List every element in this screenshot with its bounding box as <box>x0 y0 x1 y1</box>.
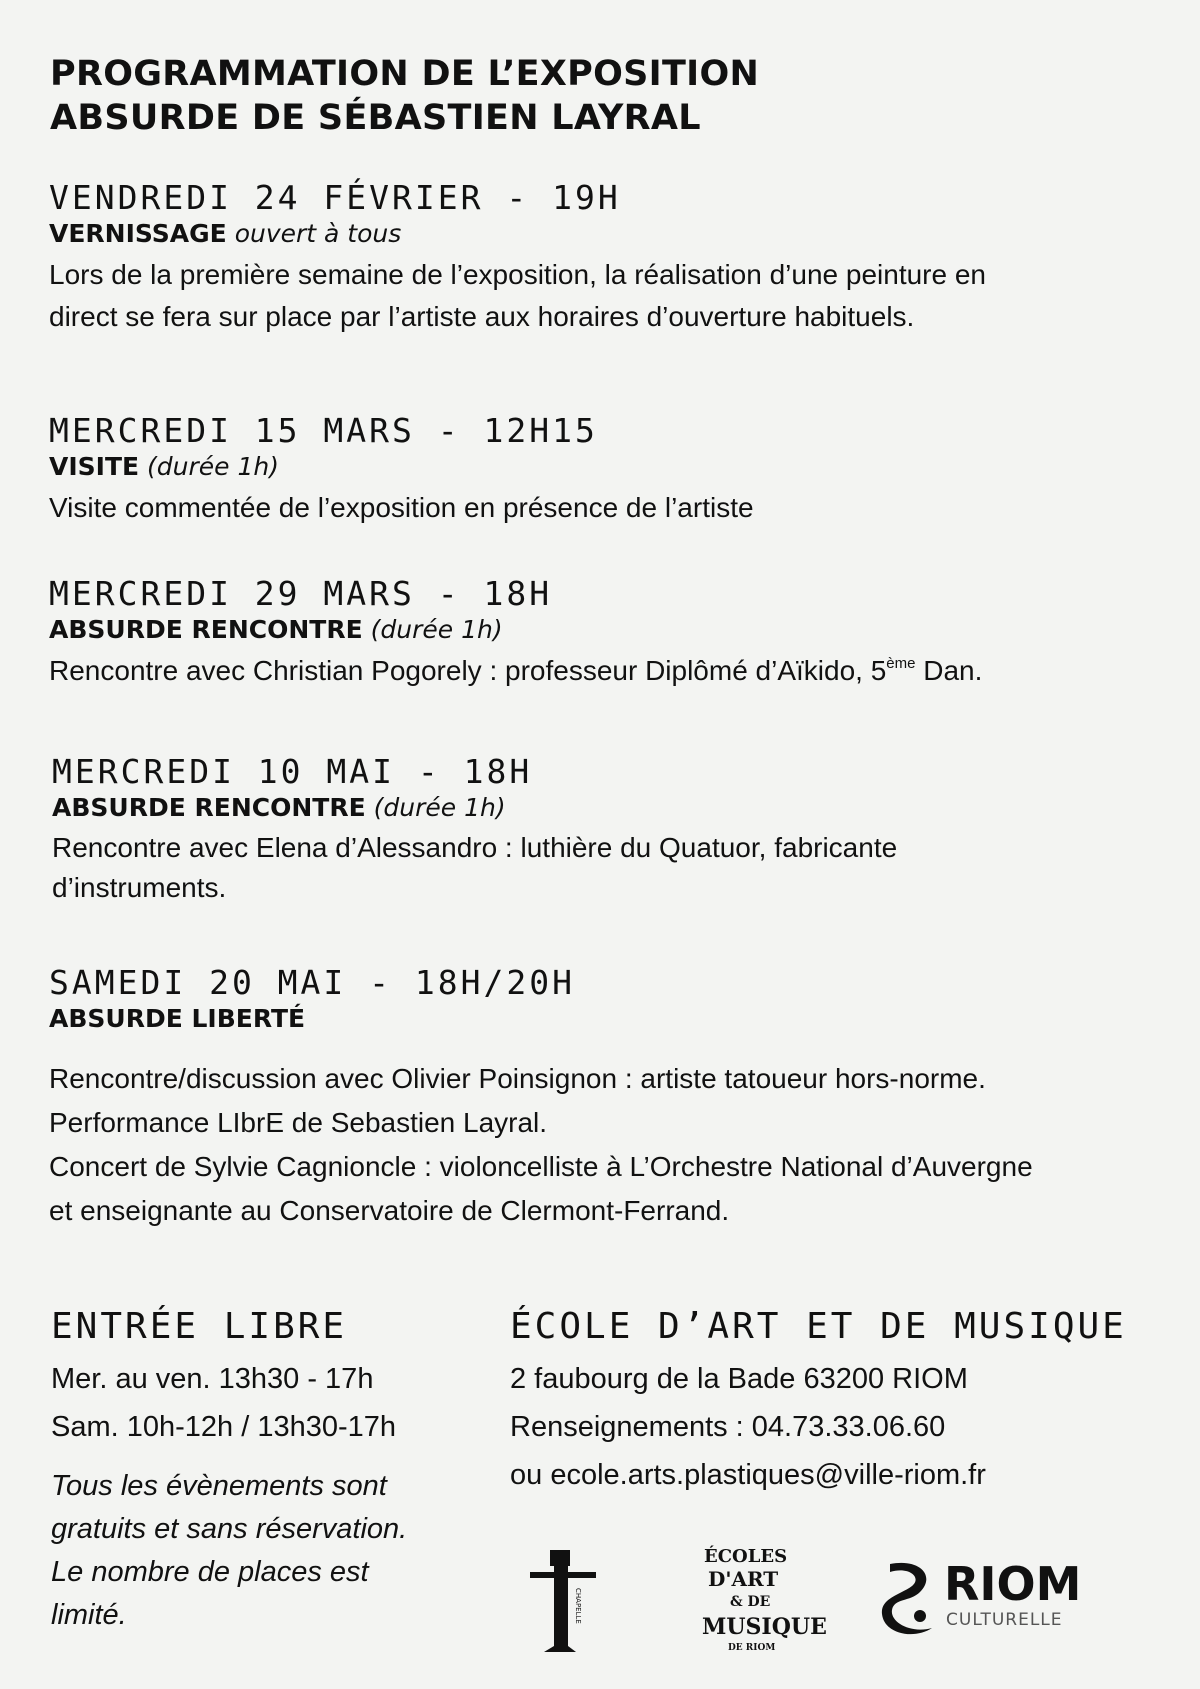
event-note: (durée 1h) <box>370 615 503 644</box>
event-note: ouvert à tous <box>234 219 402 248</box>
school-phone: Renseignements : 04.73.33.06.60 <box>510 1411 946 1443</box>
event-date: VENDREDI 24 FÉVRIER - 19H <box>49 178 621 217</box>
event-description <box>49 254 1159 338</box>
school-name: ÉCOLE D’ART ET DE MUSIQUE <box>510 1306 1127 1347</box>
event-kind: ABSURDE RENCONTRE <box>49 615 363 644</box>
description-line: direct se fera sur place par l’artiste aux horaires d’ouverture habituels. <box>49 301 915 332</box>
event-kind: VERNISSAGE <box>49 219 227 248</box>
description-text: Dan. <box>915 655 983 686</box>
event-date: MERCREDI 15 MARS - 12H15 <box>49 411 598 450</box>
school-email: ou ecole.arts.plastiques@ville-riom.fr <box>510 1459 986 1491</box>
riom-culturelle-logo <box>880 1558 1100 1638</box>
event-description <box>49 650 1159 692</box>
ecole-logo-text: & DE <box>730 1594 771 1610</box>
event-absurde-liberte <box>49 963 1159 1233</box>
event-date: MERCREDI 29 MARS - 18H <box>49 574 553 613</box>
riom-subtitle: CULTURELLE <box>946 1610 1063 1630</box>
event-date: SAMEDI 20 MAI - 18H/20H <box>49 963 575 1002</box>
opening-hours-weekday: Mer. au ven. 13h30 - 17h <box>51 1363 374 1395</box>
note-line: limité. <box>51 1599 127 1631</box>
description-line: Concert de Sylvie Cagnioncle : violoncelliste à L’Orchestre National d’Auvergne <box>49 1151 1033 1182</box>
description-line <box>49 650 1159 692</box>
event-rencontre-alessandro <box>52 752 1162 908</box>
description-line: Rencontre/discussion avec Olivier Poinsignon : artiste tatoueur hors-norme. <box>49 1063 986 1094</box>
description-line: Visite commentée de l’exposition en présence de l’artiste <box>49 492 754 523</box>
event-vernissage <box>49 178 1159 338</box>
note-line: Le nombre de places est <box>51 1556 369 1588</box>
ecole-logo-text: ÉCOLES <box>704 1546 788 1567</box>
description-line: Performance LIbrE de Sebastien Layral. <box>49 1107 548 1138</box>
description-line: Lors de la première semaine de l’exposition, la réalisation d’une peinture en <box>49 259 987 290</box>
description-line: et enseignante au Conservatoire de Clermont-Ferrand. <box>49 1195 730 1226</box>
description-line: Rencontre avec Elena d’Alessandro : luthière du Quatuor, fabricante <box>52 832 898 863</box>
event-kind: ABSURDE LIBERTÉ <box>49 1004 306 1033</box>
riom-emblem-icon <box>880 1558 940 1638</box>
description-line: d’instruments. <box>52 872 227 903</box>
event-date: MERCREDI 10 MAI - 18H <box>52 752 533 791</box>
entry-info <box>51 1305 471 1637</box>
free-events-note <box>51 1465 471 1637</box>
opening-hours-saturday: Sam. 10h-12h / 13h30-17h <box>51 1411 397 1443</box>
entry-heading: ENTRÉE LIBRE <box>51 1306 348 1347</box>
ecole-logo-text: MUSIQUE <box>702 1614 827 1640</box>
event-description <box>49 487 1159 529</box>
school-contact <box>510 1305 1170 1499</box>
event-subtitle <box>49 451 1159 483</box>
event-rencontre-pogorely <box>49 574 1159 692</box>
event-note: (durée 1h) <box>373 793 506 822</box>
event-subtitle <box>49 218 1159 250</box>
school-address: 2 faubourg de la Bade 63200 RIOM <box>510 1363 968 1395</box>
event-subtitle <box>49 614 1159 646</box>
note-line: gratuits et sans réservation. <box>51 1513 408 1545</box>
ecole-logo-text: DE RIOM <box>728 1643 776 1653</box>
ecole-logo-icon <box>700 1540 827 1656</box>
chapelle-logo-text: CHAPELLE <box>574 1588 582 1624</box>
ordinal-superscript: ème <box>886 654 916 672</box>
partner-logos <box>520 1540 1160 1660</box>
event-kind: VISITE <box>49 452 140 481</box>
event-subtitle <box>49 1003 1159 1035</box>
title-line-2: ABSURDE DE SÉBASTIEN LAYRAL <box>50 98 701 138</box>
event-description <box>49 1057 1159 1233</box>
event-kind: ABSURDE RENCONTRE <box>52 793 366 822</box>
title-line-1: PROGRAMMATION DE L’EXPOSITION <box>50 54 760 94</box>
event-subtitle <box>52 792 1162 824</box>
event-description <box>52 828 1162 908</box>
ecole-logo-text: D'ART <box>708 1567 779 1591</box>
description-text: Rencontre avec Christian Pogorely : professeur Diplômé d’Aïkido, 5 <box>49 655 887 686</box>
event-visite <box>49 411 1159 529</box>
page-title <box>50 52 759 140</box>
event-note: (durée 1h) <box>147 452 280 481</box>
note-line: Tous les évènements sont <box>51 1470 387 1502</box>
chapelle-logo-icon <box>526 1548 602 1654</box>
riom-word: RIOM <box>944 1557 1082 1611</box>
